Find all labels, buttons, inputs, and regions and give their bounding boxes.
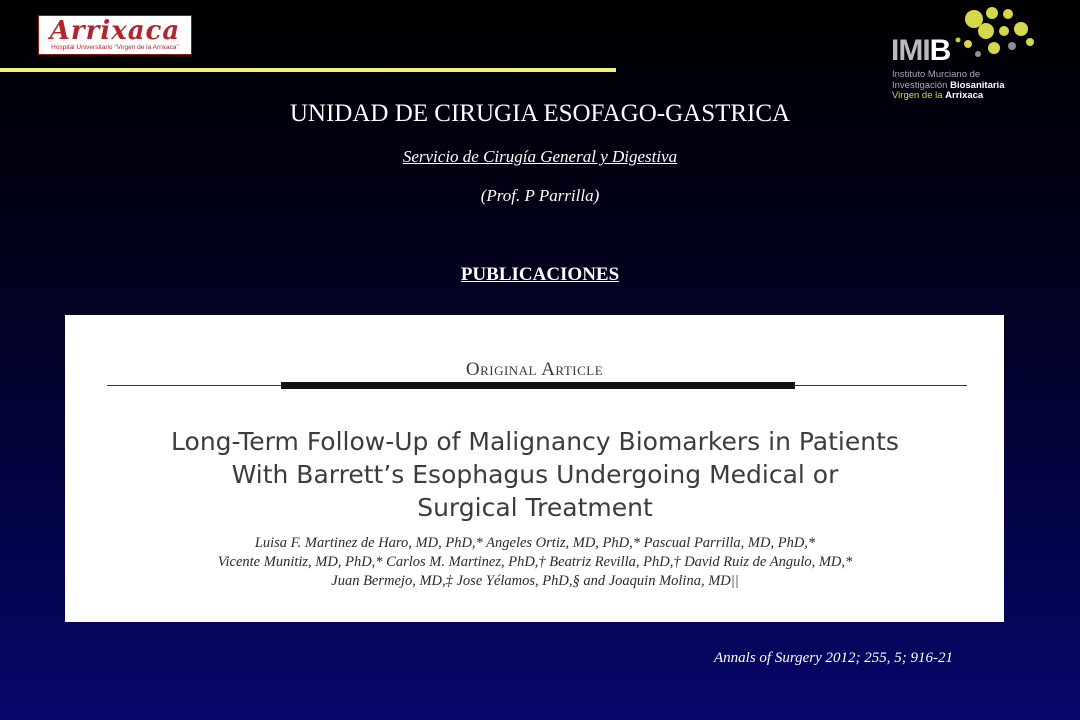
article-title-line: Long-Term Follow-Up of Malignancy Biomarkers in Patients <box>171 427 899 456</box>
professor-name: (Prof. P Parrilla) <box>480 186 600 205</box>
imib-institute-name: Instituto Murciano de Investigación Biosanitaria Virgen de la Arrixaca <box>892 69 1005 101</box>
arrixaca-logo-name: Arrixaca <box>49 16 181 46</box>
author-line: Luisa F. Martinez de Haro, MD, PhD,* Angeles Ortiz, MD, PhD,* Pascual Parrilla, MD, PhD,* <box>254 535 816 551</box>
arrixaca-logo-subtitle: Hospital Universitario "Virgen de la Arrixaca" <box>51 44 179 51</box>
imib-wordmark: IMIB <box>891 34 951 67</box>
article-kicker: Original Article <box>465 359 604 380</box>
header-accent-rule <box>0 68 616 72</box>
author-line: Vicente Munitiz, MD, PhD,* Carlos M. Martinez, PhD,† Beatriz Revilla, PhD,† David Ruiz de Angulo, MD,* <box>217 554 853 570</box>
article-authors <box>105 534 965 591</box>
article-title-line: With Barrett’s Esophagus Undergoing Medical or <box>231 460 839 489</box>
author-line: Juan Bermejo, MD,‡ Jose Yélamos, PhD,§ and Joaquin Molina, MD|| <box>331 573 739 589</box>
imib-logo <box>888 4 1048 104</box>
article-title <box>125 425 945 524</box>
service-name: Servicio de Cirugía General y Digestiva <box>402 147 678 166</box>
article-image <box>65 315 1004 622</box>
section-title: PUBLICACIONES <box>460 264 620 285</box>
article-rule-thick <box>281 382 795 389</box>
article-title-line: Surgical Treatment <box>417 493 653 522</box>
unit-title: UNIDAD DE CIRUGIA ESOFAGO-GASTRICA <box>289 100 791 127</box>
journal-citation: Annals of Surgery 2012; 255, 5; 916-21 <box>713 650 953 666</box>
arrixaca-logo <box>38 15 192 55</box>
